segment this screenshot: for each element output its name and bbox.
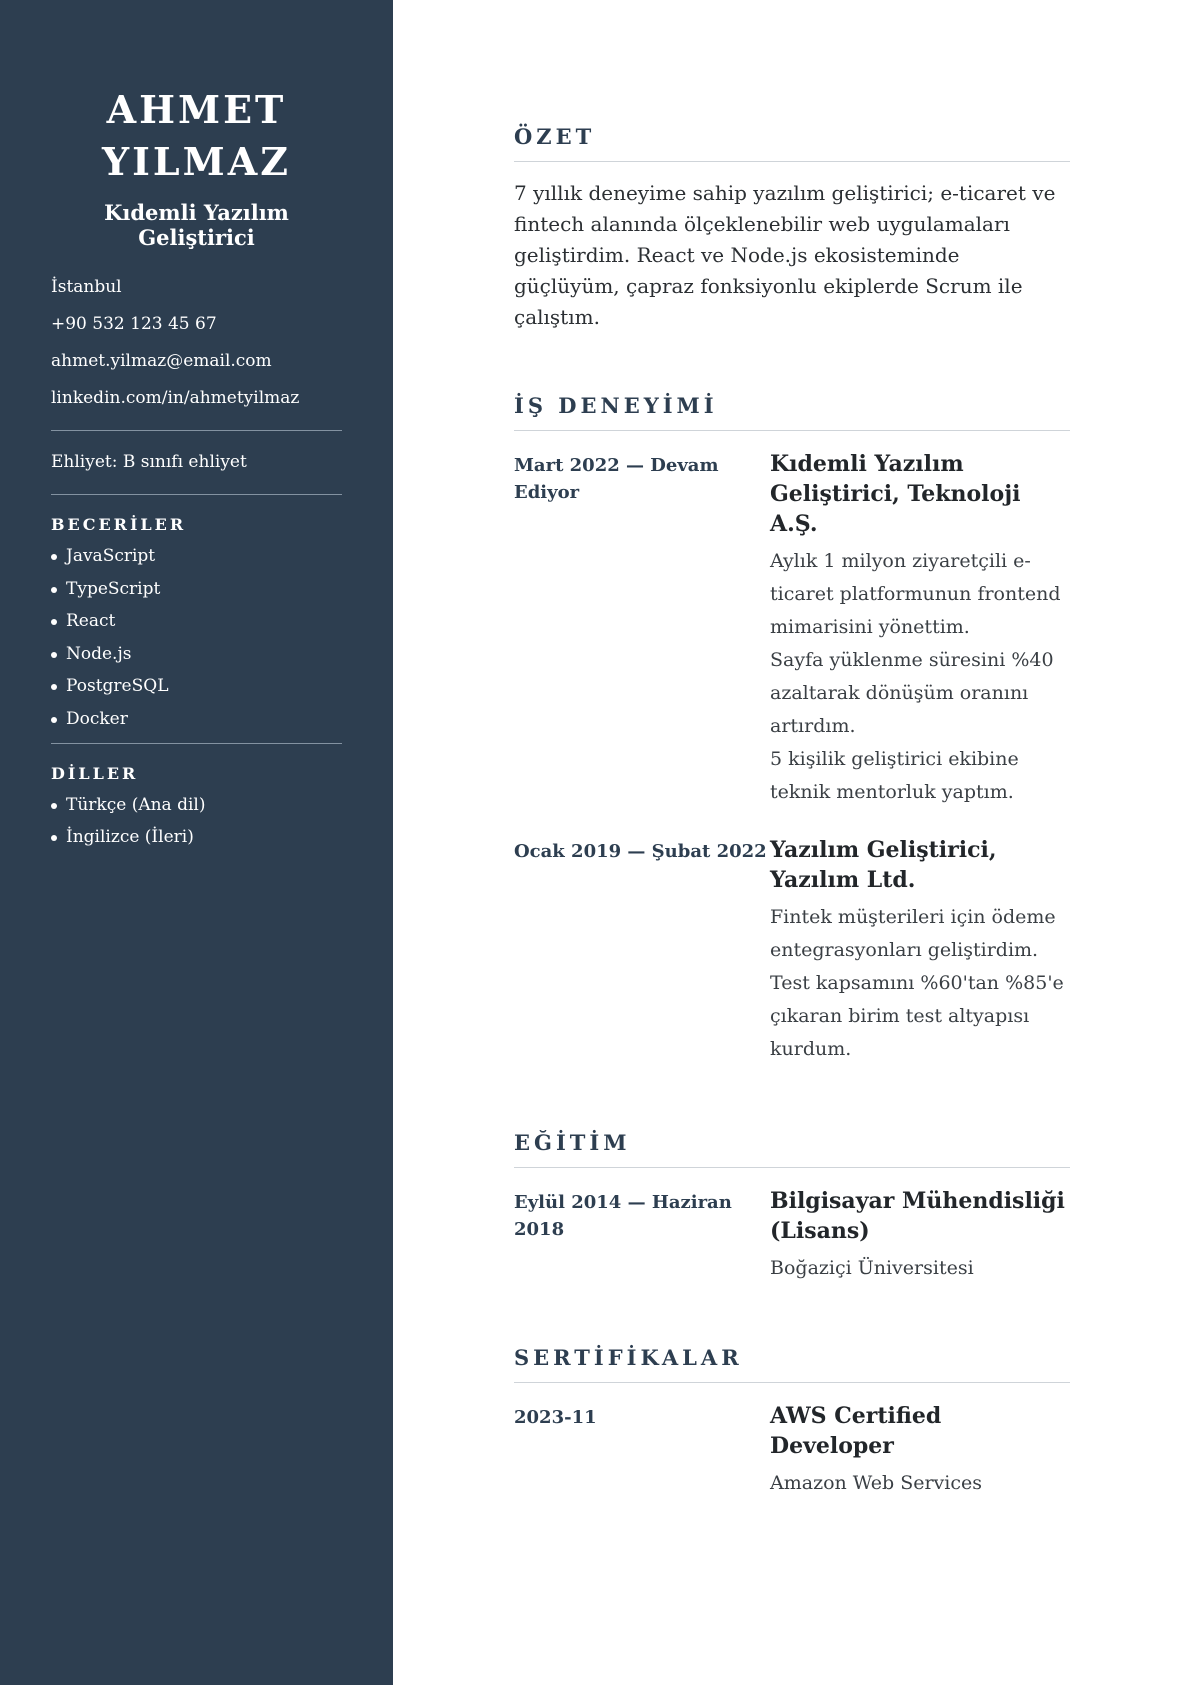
contact-phone: +90 532 123 45 67 (51, 314, 217, 334)
candidate-name: AHMET YILMAZ (102, 87, 291, 184)
experience-entry (514, 835, 1070, 1066)
divider (51, 494, 342, 495)
entry-degree: Bilgisayar Mühendisliği (Lisans) (770, 1188, 1065, 1244)
education-section (514, 1130, 1070, 1285)
sidebar (0, 0, 393, 1685)
entry-line: Fintek müşterileri için ödeme entegrasyonları geliştirdim. (770, 906, 1056, 961)
entry-line: Aylık 1 milyon ziyaretçili e-ticaret platformunun frontend mimarisini yönettim. (770, 550, 1061, 638)
candidate-title: Kıdemli Yazılım Geliştirici (104, 200, 289, 250)
experience-heading: İŞ DENEYİMİ (514, 393, 1070, 431)
languages-list (51, 793, 342, 850)
entry-certificate: AWS Certified Developer (770, 1403, 942, 1459)
contact-list (51, 276, 342, 410)
entry-body (770, 449, 1070, 809)
languages-heading: DİLLER (51, 763, 139, 783)
entry-role: Kıdemli Yazılım Geliştirici, Teknoloji A.Ş. (770, 451, 1021, 537)
summary-heading: ÖZET (514, 124, 1070, 162)
language-item: İngilizce (İleri) (51, 825, 342, 849)
skills-heading: BECERİLER (51, 515, 187, 534)
experience-entry (514, 449, 1070, 809)
skill-item: Node.js (51, 642, 342, 666)
drivers-license: Ehliyet: B sınıfı ehliyet (51, 452, 247, 472)
contact-email[interactable]: ahmet.yilmaz@email.com (51, 351, 272, 371)
summary-text: 7 yıllık deneyime sahip yazılım geliştirici; e-ticaret ve fintech alanında ölçeklenebilir web uygulamaları geliştirdim. React ve Node.js ekosisteminde güçlüyüm, çapraz fonksiyonlu ekiplerde Scrum ile çalıştım. (514, 181, 1056, 329)
certificates-section (514, 1345, 1070, 1500)
divider (51, 743, 342, 744)
language-item: Türkçe (Ana dil) (51, 793, 342, 817)
entry-role: Yazılım Geliştirici, Yazılım Ltd. (770, 837, 997, 893)
entry-date: 2023-11 (514, 1407, 597, 1428)
entry-body (770, 1186, 1070, 1285)
divider (51, 430, 342, 431)
skills-list (51, 544, 342, 731)
entry-line: Test kapsamını %60'tan %85'e çıkaran birim test altyapısı kurdum. (770, 972, 1064, 1060)
entry-line: Sayfa yüklenme süresini %40 azaltarak dönüşüm oranını artırdım. (770, 649, 1054, 737)
entry-line: 5 kişilik geliştirici ekibine teknik mentorluk yaptım. (770, 748, 1019, 803)
entry-school: Boğaziçi Üniversitesi (770, 1257, 974, 1279)
entry-date: Ocak 2019 — Şubat 2022 (514, 841, 767, 862)
skill-item: PostgreSQL (51, 674, 342, 698)
certificates-heading: SERTİFİKALAR (514, 1345, 1070, 1383)
contact-city: İstanbul (51, 277, 122, 297)
summary-section (514, 124, 1070, 333)
skill-item: TypeScript (51, 577, 342, 601)
entry-date: Eylül 2014 — Haziran 2018 (514, 1192, 732, 1240)
skill-item: React (51, 609, 342, 633)
certificate-entry (514, 1401, 1070, 1500)
skill-item: Docker (51, 707, 342, 731)
main-content (514, 0, 1070, 1500)
entry-issuer: Amazon Web Services (770, 1472, 983, 1494)
entry-body (770, 835, 1070, 1066)
contact-linkedin[interactable]: linkedin.com/in/ahmetyilmaz (51, 388, 300, 408)
education-heading: EĞİTİM (514, 1130, 1070, 1168)
experience-section (514, 393, 1070, 1066)
entry-body (770, 1401, 1070, 1500)
education-entry (514, 1186, 1070, 1285)
entry-date: Mart 2022 — Devam Ediyor (514, 455, 719, 503)
skill-item: JavaScript (51, 544, 342, 568)
